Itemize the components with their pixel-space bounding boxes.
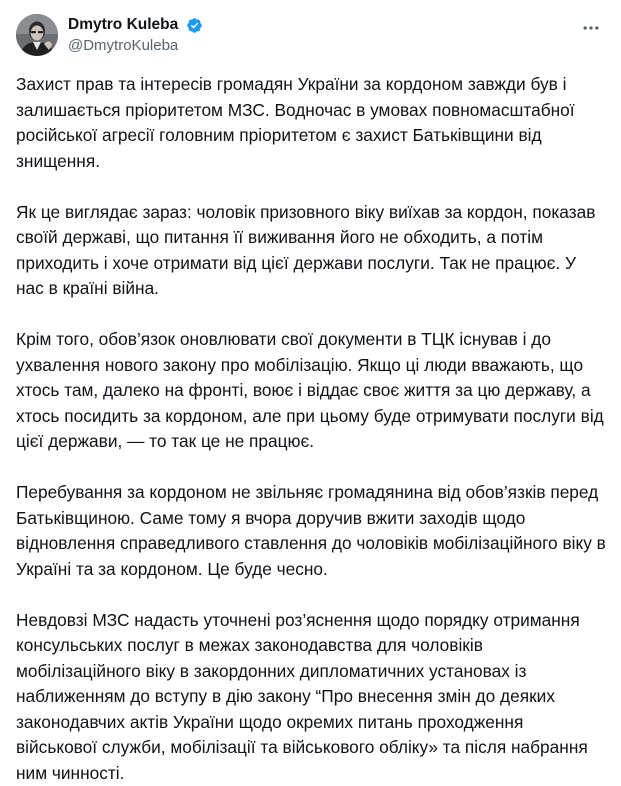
tweet-paragraph: Перебування за кордоном не звільняє громадянина від обов’язків перед Батьківщиною. Саме тому я вчора доручив вжити заходів щодо відновлення справедливого ставлення до чоловіків мобілізаційного віку в Україні та за кордоном. Це буде чесно. bbox=[16, 480, 606, 582]
tweet-paragraph: Захист прав та інтересів громадян України за кордоном завжди був і залишається пріоритетом МЗС. Водночас в умовах повномасштабної російської агресії головним пріоритетом є захист Батьківщини від знищення. bbox=[16, 72, 606, 174]
avatar[interactable] bbox=[16, 14, 58, 56]
tweet-paragraph: Крім того, обов’язок оновлювати свої документи в ТЦК існував і до ухвалення нового закону про мобілізацію. Якщо ці люди вважають, що хтось там, далеко на фронті, воює і віддає своє життя за цю державу, а хтось посидить за кордоном, але при цьому буде отримувати послуги від цієї держави, — то так це не працює. bbox=[16, 327, 606, 455]
more-horizontal-icon[interactable] bbox=[581, 18, 601, 38]
author-display-name[interactable]: Dmytro Kuleba bbox=[68, 15, 178, 35]
verified-badge-icon[interactable] bbox=[186, 17, 203, 34]
tweet-paragraph: Як це виглядає зараз: чоловік призовного віку виїхав за кордон, показав своїй державі, що питання її виживання його не обходить, а потім приходить і хоче отримати від цієї держави послуги. Так не працює. У нас в країні війна. bbox=[16, 200, 606, 302]
tweet-paragraph: Невдовзі МЗС надасть уточнені роз’яснення щодо порядку отримання консульських послуг в межах законодавства для чоловіків мобілізаційного віку в закордонних дипломатичних установах із наближенням до вступу в дію закону “Про внесення змін до деяких законодавчих актів України щодо окремих питань проходження військової служби, мобілізації та військового обліку» та після набрання ним чинності. bbox=[16, 608, 606, 786]
author-handle[interactable]: @DmytroKuleba bbox=[68, 36, 203, 56]
tweet-text bbox=[16, 72, 606, 786]
avatar-photo-icon bbox=[16, 14, 58, 56]
author-info bbox=[68, 15, 203, 56]
tweet-header bbox=[16, 14, 605, 58]
